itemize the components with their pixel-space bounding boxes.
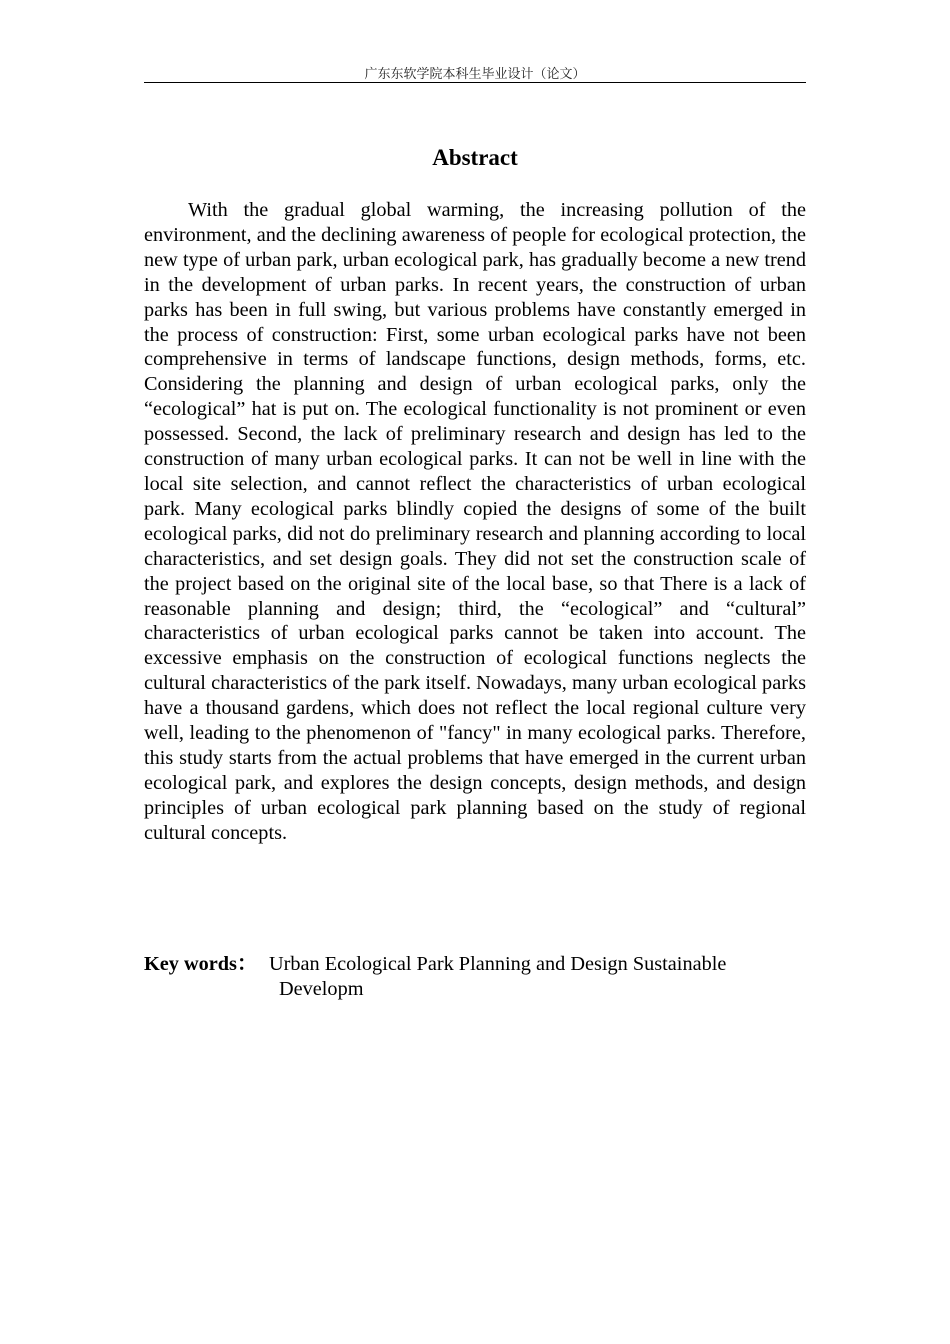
keywords-section [144, 952, 806, 1002]
running-header [144, 65, 806, 83]
running-header-title: 广东东软学院本科生毕业设计（论文） [364, 66, 586, 81]
abstract-body: With the gradual global warming, the increasing pollution of the environment, and the declining awareness of people for ecological protection, the new type of urban park, urban ecological park, has gradually become a new trend in the development of urban parks. In recent years, the construction of urban parks has been in full swing, but various problems have constantly emerged in the process of construction: First, some urban ecological parks have not been comprehensive in terms of landscape functions, design methods, forms, etc. Considering the planning and design of urban ecological parks, only the “ecological” hat is put on. The ecological functionality is not prominent or even possessed. Second, the lack of preliminary research and design has led to the construction of many urban ecological parks. It can not be well in line with the local site selection, and cannot reflect the characteristics of urban ecological park. Many ecological parks blindly copied the designs of some of the built ecological parks, did not do preliminary research and planning according to local characteristics, and set design goals. They did not set the construction scale of the project based on the original site of the local base, so that There is a lack of reasonable planning and design; third, the “ecological” and “cultural” characteristics of urban ecological parks cannot be taken into account. The excessive emphasis on the construction of ecological functions neglects the cultural characteristics of the park itself. Nowadays, many urban ecological parks have a thousand gardens, which does not reflect the local regional culture very well, leading to the phenomenon of "fancy" in many ecological parks. Therefore, this study starts from the actual problems that have emerged in the current urban ecological park, and explores the design concepts, design methods, and design principles of urban ecological park planning based on the study of regional cultural concepts. [144, 199, 806, 844]
abstract-title: Abstract [432, 145, 518, 170]
keywords-label: Key words： [144, 953, 258, 975]
keywords-text: Urban Ecological Park Planning and Design Sustainable Developm [269, 953, 727, 1000]
